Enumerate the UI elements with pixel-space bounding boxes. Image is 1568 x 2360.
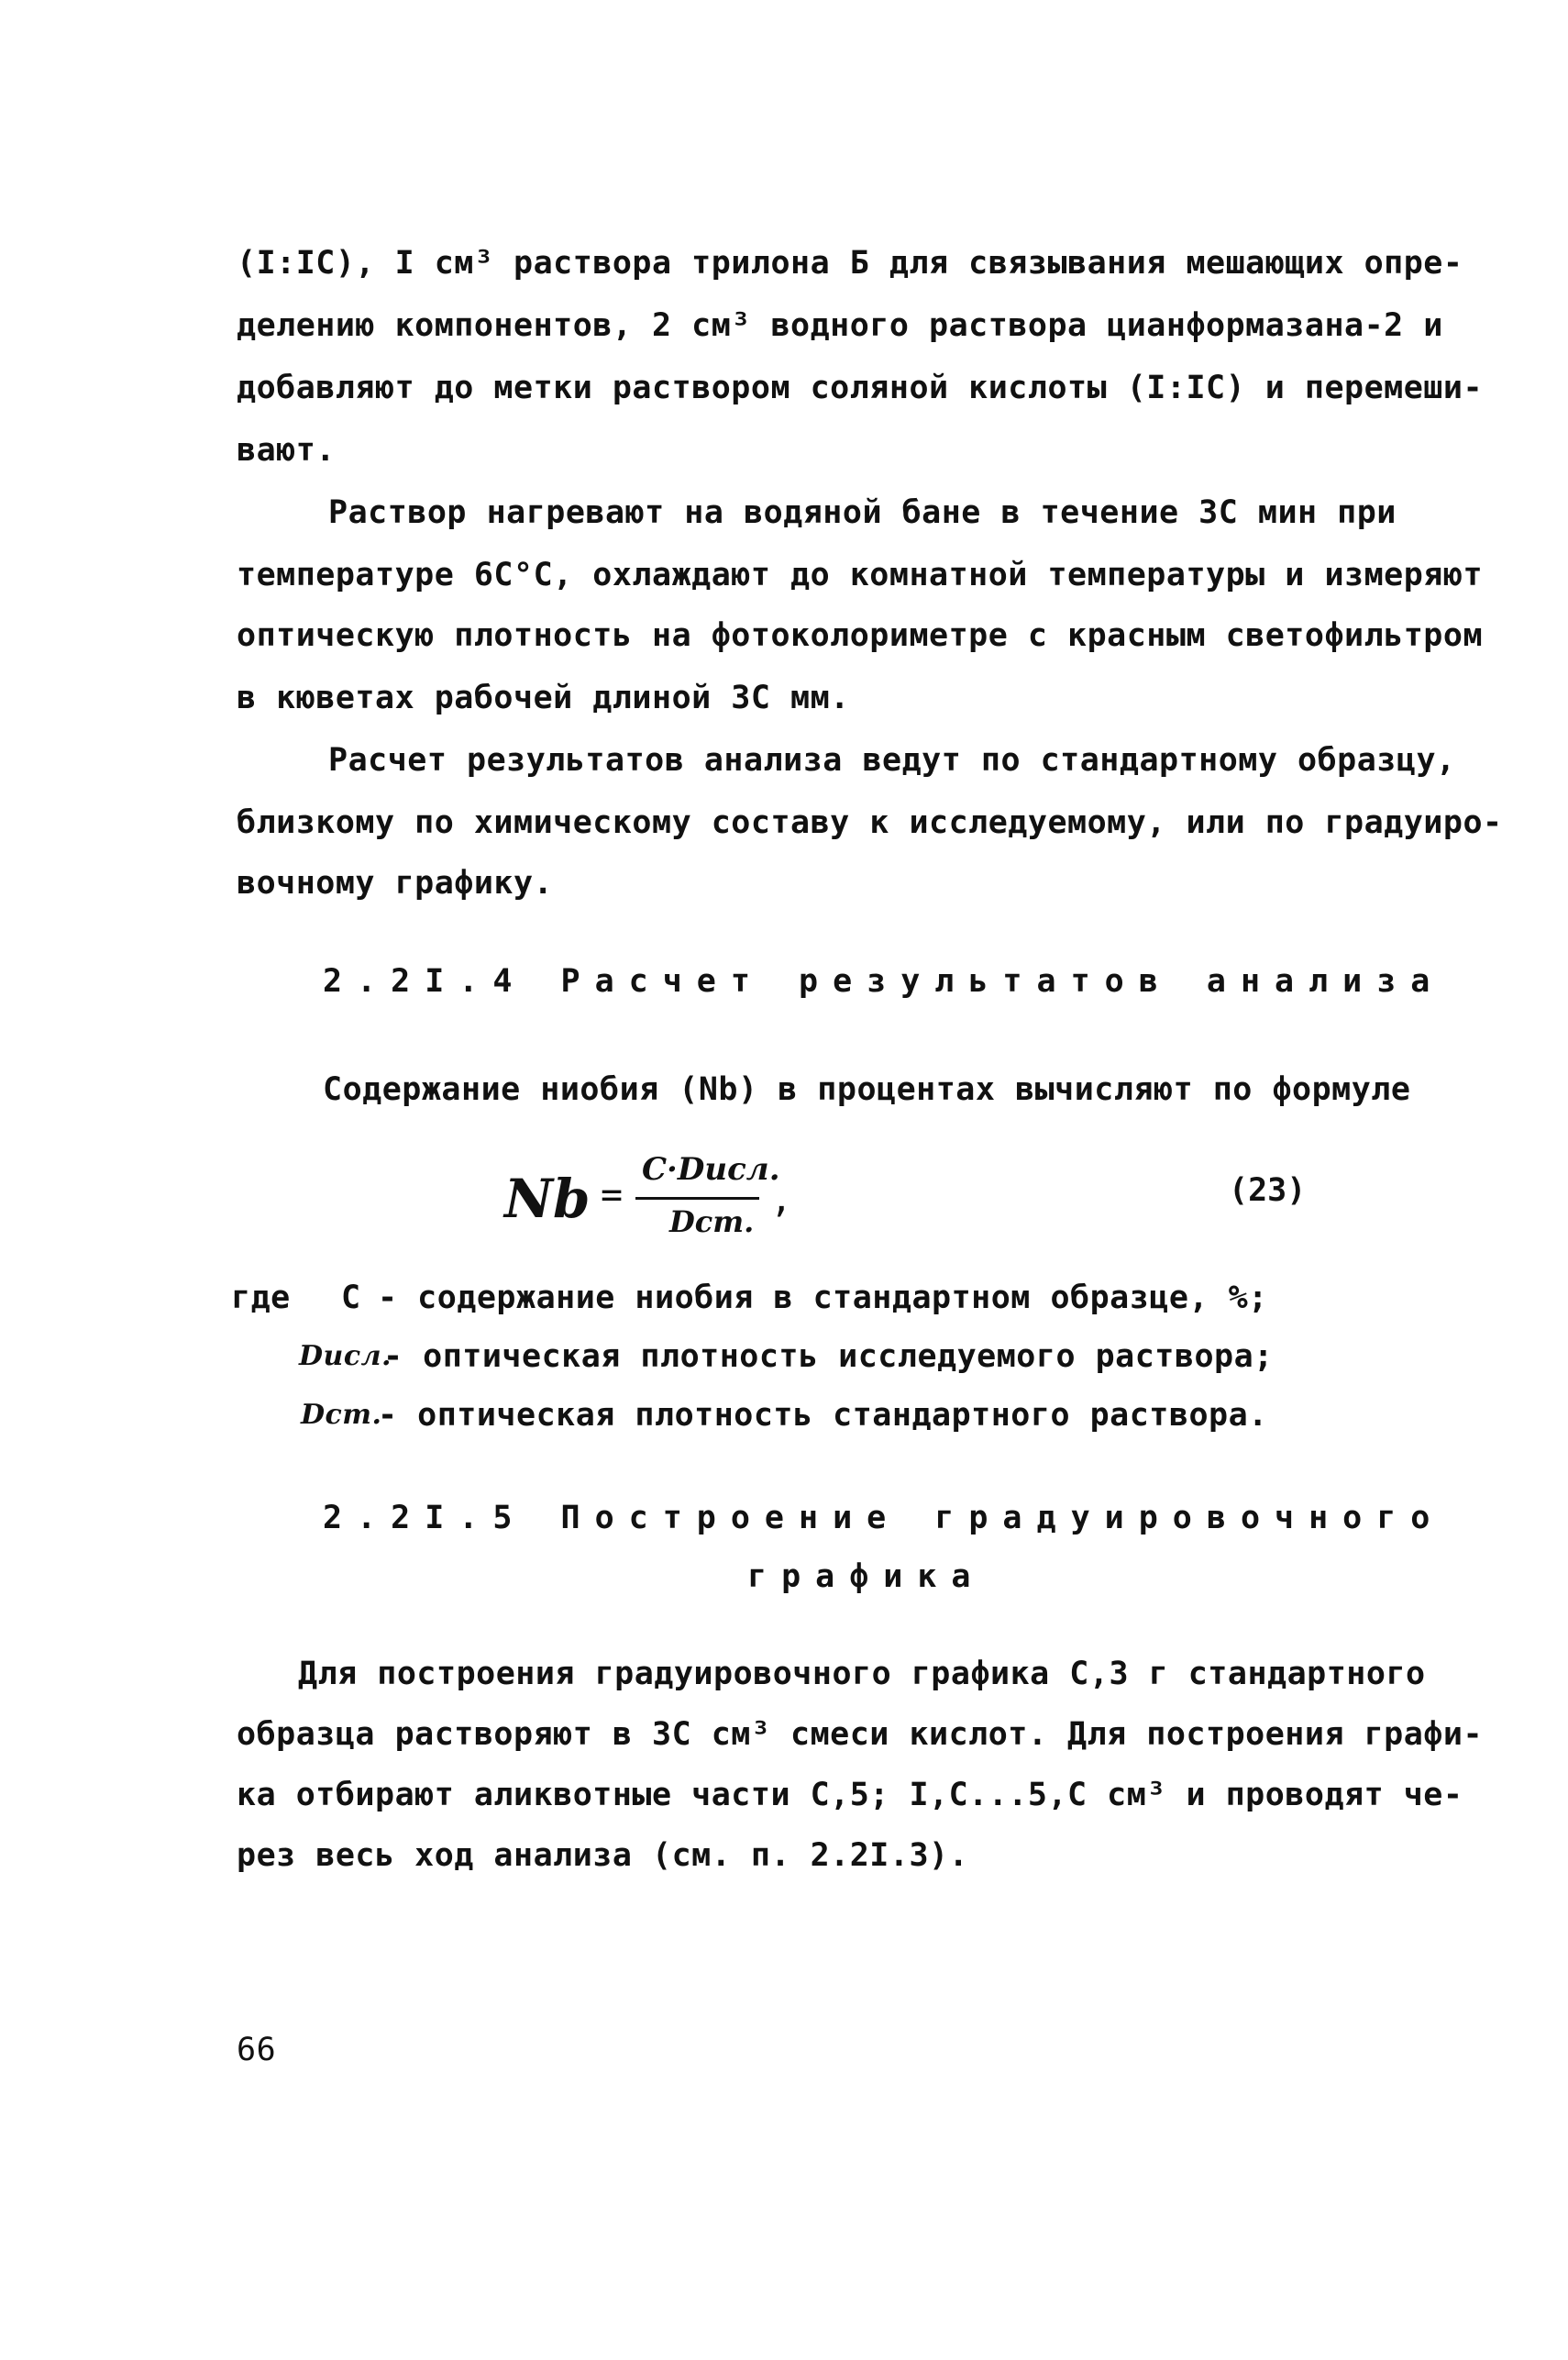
where-symbol-d-st: Dст. <box>301 1399 382 1431</box>
section-heading-2-21-5: 2.2I.5 Построение градуировочного <box>323 1500 1445 1536</box>
para2-line3: оптическую плотность на фотоколориметре с красным светофильтром <box>237 617 1484 654</box>
fraction-bar <box>635 1197 759 1200</box>
where-def-c: - содержание ниобия в стандартном образце, %; <box>378 1280 1268 1316</box>
para1-line3: добавляют до метки раствором соляной кислоты (I:IС) и перемеши- <box>237 370 1484 406</box>
para2-line4: в кюветах рабочей длиной 3С мм. <box>237 680 850 716</box>
para3-line2: близкому по химическому составу к исследуемому, или по градуиро- <box>237 804 1503 841</box>
formula-23 <box>504 1151 871 1252</box>
para5-line4: рез весь ход анализа (см. п. 2.2I.3). <box>237 1837 969 1874</box>
formula-comma: , <box>770 1179 793 1221</box>
para1-line4: вают. <box>237 432 336 469</box>
where-lead: где <box>231 1280 291 1316</box>
where-symbol-c: С <box>341 1280 361 1316</box>
para2-line1: Раствор нагревают на водяной бане в течение 3С мин при <box>328 494 1397 531</box>
where-def-d-st: - оптическая плотность стандартного раствора. <box>378 1397 1268 1434</box>
para5-line2: образца растворяют в 3С см³ смеси кислот. Для построения графи- <box>237 1716 1484 1753</box>
formula-numerator: C·Dисл. <box>642 1151 780 1188</box>
formula-lhs: Nb <box>504 1168 591 1230</box>
para2-line2: температуре 6С°С, охлаждают до комнатной температуры и измеряют <box>237 557 1484 593</box>
para1-line1: (I:IС), I см³ раствора трилона Б для связывания мешающих опре- <box>237 245 1463 282</box>
para3-line1: Расчет результатов анализа ведут по стандартному образцу, <box>328 742 1456 779</box>
equation-number: (23) <box>1229 1172 1307 1209</box>
para3-line3: вочному графику. <box>237 865 554 902</box>
section-heading-2-21-5-cont: графика <box>747 1558 986 1595</box>
where-symbol-d-isl: Dисл. <box>299 1340 392 1372</box>
para4-line1: Содержание ниобия (Nb) в процентах вычисляют по формуле <box>323 1071 1411 1108</box>
page-number: 66 <box>237 2032 277 2068</box>
para5-line1: Для построения градуировочного графика С,3 г стандартного <box>298 1656 1426 1692</box>
para1-line2: делению компонентов, 2 см³ водного раствора цианформазана-2 и <box>237 307 1443 344</box>
para5-line3: ка отбирают аликвотные части С,5; I,С...5,С см³ и проводят че- <box>237 1777 1463 1813</box>
formula-equals: = <box>601 1174 624 1216</box>
section-heading-2-21-4: 2.2I.4 Расчет результатов анализа <box>323 963 1445 1000</box>
formula-denominator: Dст. <box>669 1204 755 1239</box>
where-def-d-isl: - оптическая плотность исследуемого раствора; <box>383 1338 1274 1375</box>
